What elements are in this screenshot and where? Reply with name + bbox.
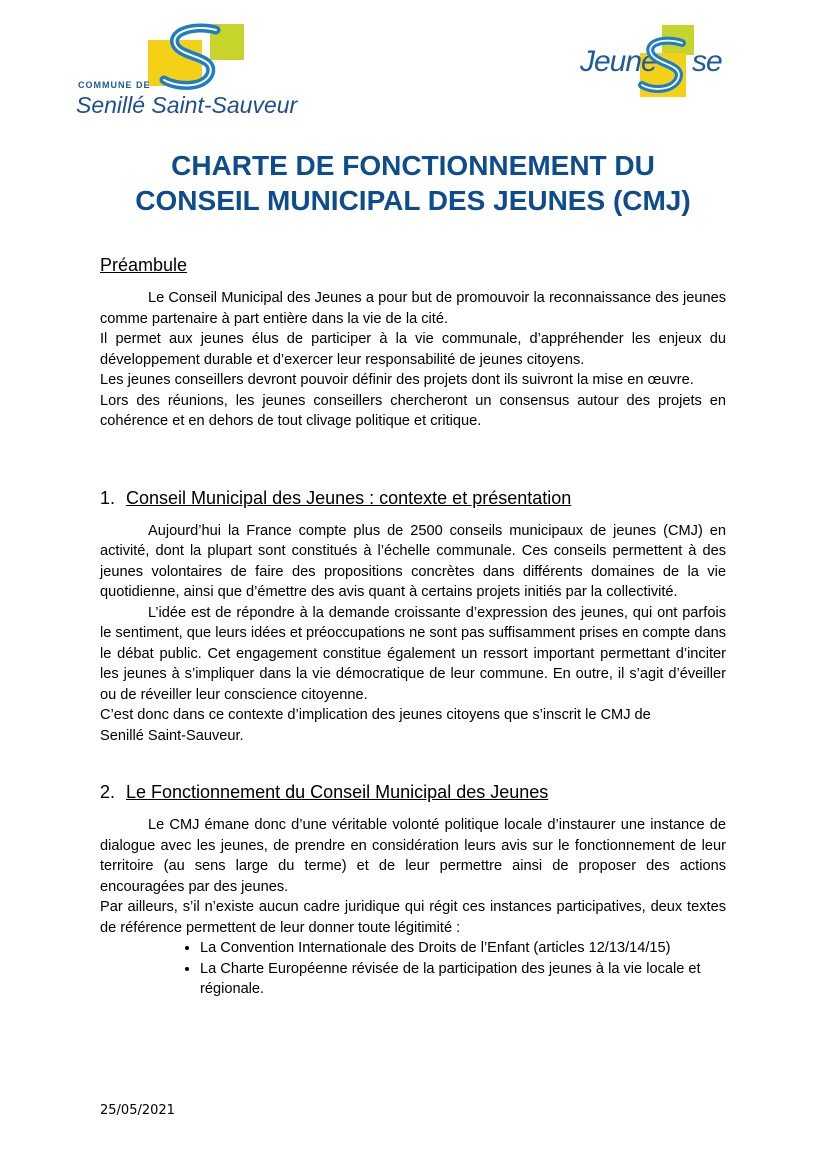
reference-texts-list — [100, 938, 726, 1000]
document-body — [100, 255, 726, 1000]
section-1-title: Conseil Municipal des Jeunes : contexte et présentation — [126, 487, 572, 508]
list-item: • La Convention Internationale des Droits de l’Enfant (articles 12/13/14/15) — [200, 938, 726, 959]
section-2-paragraph-2: Par ailleurs, s’il n’existe aucun cadre juridique qui régit ces instances participatives, deux textes de référence permettent de leur donner toute légitimité : — [100, 899, 726, 936]
title-line-1: CHARTE DE FONCTIONNEMENT DU — [171, 150, 655, 181]
section-1-number: 1. — [100, 487, 116, 508]
footer-date: 25/05/2021 — [100, 1103, 175, 1118]
logo-s-icon — [634, 35, 696, 97]
preamble-paragraph-4: Lors des réunions, les jeunes conseillers chercheront un consensus autour des projets en cohérence et en dehors de tout clivage politique et critique. — [100, 392, 726, 429]
section-2-title: Le Fonctionnement du Conseil Municipal des Jeunes — [126, 782, 549, 802]
document-title — [60, 148, 766, 218]
logo-commune-label: COMMUNE DE — [78, 80, 151, 90]
preamble-paragraph-2: Il permet aux jeunes élus de participer à la vie communale, d’appréhender les enjeux du développement durable et d’exercer leur responsabilité de jeunes citoyens. — [100, 331, 726, 368]
preamble-paragraph-1: Le Conseil Municipal des Jeunes a pour but de promouvoir la reconnaissance des jeunes comme partenaire à part entière dans la vie de la cité. — [100, 290, 726, 327]
jeunesse-logo — [580, 25, 740, 100]
list-item: • La Charte Européenne révisée de la participation des jeunes à la vie locale et régionale. — [200, 959, 726, 1000]
section-2-number: 2. — [100, 782, 116, 802]
section-1-paragraph-1: Aujourd’hui la France compte plus de 2500 conseils municipaux de jeunes (CMJ) en activité, dont la plupart sont constitués à l’échelle communale. Ces conseils permettent à des jeunes volontaires de faire des propositions concrètes dans différents domaines de la vie quotidienne, ainsi que d’émettre des avis quant à certains projets initiés par la collectivité. — [100, 522, 726, 600]
logo-s-icon — [154, 22, 234, 92]
preamble-heading: Préambule — [100, 255, 188, 275]
title-line-2: CONSEIL MUNICIPAL DES JEUNES (CMJ) — [135, 185, 691, 216]
section-2-heading — [100, 782, 726, 803]
section-2-paragraph-1: Le CMJ émane donc d’une véritable volonté politique locale d’instaurer une instance de dialogue avec les jeunes, de prendre en considération leurs avis sur le fonctionnement de leur territoire (au sens large du terme) et de leur permettre ainsi de proposer des actions encouragées par des jeunes. — [100, 817, 726, 895]
commune-logo — [76, 22, 298, 122]
logo-word-part-2: se — [692, 45, 722, 78]
logo-word-part-1: Jeune — [580, 45, 657, 78]
preamble-paragraph-3: Les jeunes conseillers devront pouvoir définir des projets dont ils suivront la mise en œuvre. — [100, 372, 694, 388]
logo-town-name: Senillé Saint-Sauveur — [76, 92, 298, 118]
section-1-paragraph-2: L’idée est de répondre à la demande croissante d’expression des jeunes, qui ont parfois le sentiment, que leurs idées et préoccupations ne sont pas suffisamment prises en compte dans le débat public. Cet engagement constitue également un ressort important permettant d’inciter les jeunes à s’impliquer dans la vie démocratique de leur commune. En outre, il s’agit d’éveiller ou de réveiller leur conscience citoyenne. — [100, 604, 726, 703]
section-1-paragraph-3a: C’est donc dans ce contexte d’implication des jeunes citoyens que s’inscrit le CMJ de — [100, 707, 651, 723]
section-1-paragraph-3b: Senillé Saint-Sauveur. — [100, 727, 244, 744]
section-1-heading — [100, 488, 726, 509]
